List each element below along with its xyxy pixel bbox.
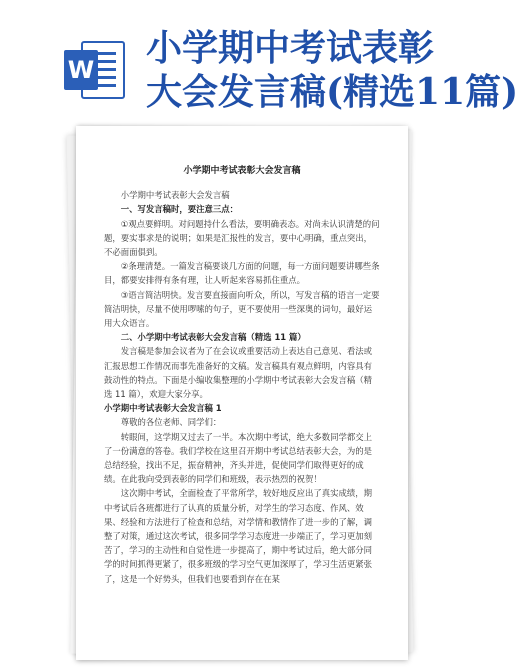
paragraph: 一、写发言稿时，要注意三点：: [120, 204, 239, 215]
paragraph: ③语言简洁明快。发言要直接面向听众，所以，写发言稿的语言一定要简洁明快，尽量不使用啰嗦的句子，更不要使用一些深奥的词句，最好运用大众语言。: [104, 289, 380, 329]
word-icon-letter: W: [67, 56, 95, 84]
paragraph: 发言稿是参加会议者为了在会议或重要活动上表达自己意见、看法或汇报思想工作情况而事先准备好的文稿。发言稿具有观点鲜明，内容具有鼓动性的特点。下面是小编收集整理的小学期中考试表彰大会发言稿（精选 11 篇），欢迎大家分享。: [104, 346, 373, 400]
document-page: [76, 126, 408, 660]
paragraph: 这次期中考试，全面检查了平常所学，较好地反应出了真实成绩，期中考试后各班都进行了认真的质量分析，对学生的学习态度、作风、效果、经验和方法进行了检查和总结，对学情和教情作了进一步的了解，调整了对策，通过这次考试，很多同学学习态度进一步端正了，学习更加刻苦了，学习的主动性和自觉性进一步提高了，期中考试过后，绝大部分同学的时间抓得更紧了，很多班级的学习空气更加深厚了，学习生活更紧张了，这是一个好势头，但我们也要看到存在在某: [104, 488, 373, 584]
paragraph: 小学期中考试表彰大会发言稿 1: [104, 403, 222, 414]
paragraph: 二、小学期中考试表彰大会发言稿（精选 11 篇）: [120, 332, 306, 343]
word-icon: [64, 38, 126, 102]
banner-title: [146, 26, 518, 114]
paragraph: ②条理清楚。一篇发言稿要谈几方面的问题，每一方面问题要讲哪些条目，都要安排得有条有理，让人听起来容易抓住重点。: [104, 261, 380, 286]
paragraph: 小学期中考试表彰大会发言稿: [120, 190, 230, 201]
banner-title-line2: 大会发言稿(精选11篇): [146, 71, 518, 113]
banner: [0, 0, 518, 140]
banner-title-line1: 小学期中考试表彰: [146, 27, 435, 69]
paragraph: ①观点要鲜明。对问题持什么看法，要明确表态。对尚未认识清楚的问题，要实事求是的说明；如果是汇报性的发言，要中心明确，重点突出，不必面面俱到。: [104, 218, 380, 258]
document-title: 小学期中考试表彰大会发言稿: [183, 166, 301, 176]
document-paragraphs: [104, 188, 380, 586]
paragraph: 转眼间，这学期又过去了一半。本次期中考试，绝大多数同学都交上了一份满意的答卷。我们学校在这里召开期中考试总结表彰大会，为的是总结经验，找出不足，振奋精神，齐头并进，促使同学们取得更好的成绩。在此我向受到表彰的同学们和班级，表示热烈的祝贺！: [104, 431, 373, 485]
paragraph: 尊敬的各位老师、同学们：: [120, 417, 222, 428]
document-body: [104, 164, 380, 586]
